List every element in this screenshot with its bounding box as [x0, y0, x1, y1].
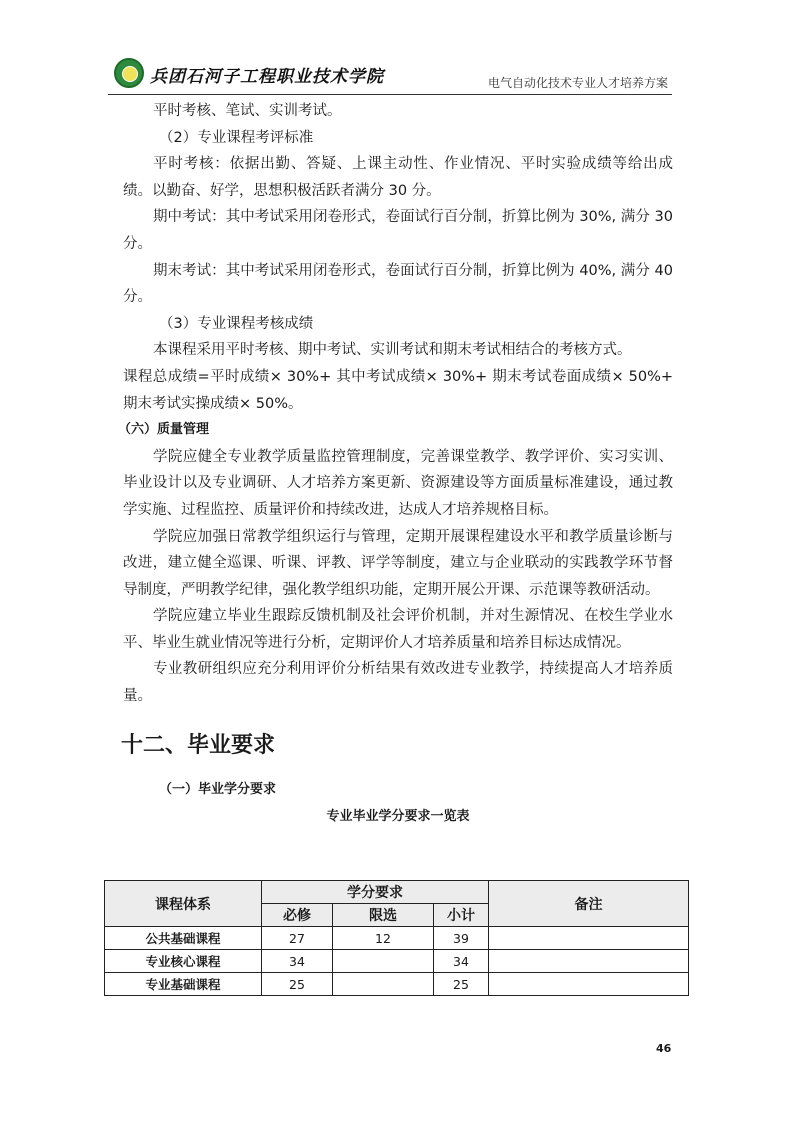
paragraph: 学院应健全专业教学质量监控管理制度，完善课堂教学、教学评价、实习实训、毕业设计以及专业调研、人才培养方案更新、资源建设等方面质量标准建设，通过教学实施、过程监控、质量评价和持续改进，达成人才培养规格目标。: [123, 448, 673, 518]
subsection-heading: （3）专业课程考核成绩: [159, 315, 314, 332]
cell-remarks: [489, 950, 689, 973]
paragraph: 平时考核：依据出勤、答疑、上课主动性、作业情况、平时实验成绩等给出成绩。以勤奋、好学，思想积极活跃者满分 30 分。: [123, 156, 673, 199]
credit-requirements-table: [104, 880, 689, 996]
paragraph: 期中考试：其中考试采用闭卷形式，卷面试行百分制，折算比例为 30%, 满分 30 分。: [123, 209, 673, 252]
school-logo-icon: [114, 58, 144, 88]
paragraph: 期末考试：其中考试采用闭卷形式，卷面试行百分制，折算比例为 40%, 满分 40 分。: [123, 262, 673, 306]
header-elective: 限选: [333, 904, 434, 927]
header-remarks: 备注: [489, 881, 689, 927]
cell-required: 25: [262, 973, 333, 996]
section-heading-quality: （六）质量管理: [118, 422, 210, 438]
header-subtotal: 小计: [434, 904, 489, 927]
cell-remarks: [489, 927, 689, 950]
subsection-heading: （2）专业课程考评标准: [159, 129, 314, 146]
table-row: [105, 950, 689, 973]
header-credits: 学分要求: [262, 881, 489, 904]
page-header: [108, 56, 672, 95]
cell-subtotal: 25: [434, 973, 489, 996]
paragraph: 学院应加强日常教学组织运行与管理，定期开展课程建设水平和教学质量诊断与改进，建立健全巡课、听课、评教、评学等制度，建立与企业联动的实践教学环节督导制度，严明教学纪律，强化教学组织功能，定期开展公开课、示范课等教研活动。: [123, 528, 673, 598]
table-row: [105, 927, 689, 950]
school-name: 兵团石河子工程职业技术学院: [150, 67, 384, 87]
subsection-heading-credits: （一）毕业学分要求: [159, 781, 277, 797]
cell-name: 专业基础课程: [105, 973, 262, 996]
header-course-system: 课程体系: [105, 881, 262, 927]
page-content: [118, 98, 673, 826]
cell-elective: [333, 973, 434, 996]
cell-subtotal: 39: [434, 927, 489, 950]
page-number: 46: [656, 1042, 672, 1055]
document-title: 电气自动化技术专业人才培养方案: [487, 76, 668, 90]
chapter-heading: 十二、毕业要求: [121, 732, 276, 758]
table-title: 专业毕业学分要求一览表: [326, 808, 470, 824]
paragraph: 本课程采用平时考核、期中考试、实训考试和期末考试相结合的考核方式。: [153, 342, 632, 359]
cell-subtotal: 34: [434, 950, 489, 973]
cell-elective: 12: [333, 927, 434, 950]
cell-elective: [333, 950, 434, 973]
paragraph: 学院应建立毕业生跟踪反馈机制及社会评价机制，并对生源情况、在校生学业水平、毕业生就业情况等进行分析，定期评价人才培养质量和培养目标达成情况。: [123, 608, 673, 651]
header-required: 必修: [262, 904, 333, 927]
cell-name: 专业核心课程: [105, 950, 262, 973]
table-row: [105, 973, 689, 996]
paragraph: 专业教研组织应充分利用评价分析结果有效改进专业教学，持续提高人才培养质量。: [123, 661, 673, 705]
cell-name: 公共基础课程: [105, 927, 262, 950]
cell-required: 34: [262, 950, 333, 973]
formula-paragraph: 课程总成绩=平时成绩× 30%+ 其中考试成绩× 30%+ 期末考试卷面成绩× 50%+ 期末考试实操成绩× 50%。: [123, 368, 673, 412]
paragraph: 平时考核、笔试、实训考试。: [153, 103, 342, 119]
cell-remarks: [489, 973, 689, 996]
cell-required: 27: [262, 927, 333, 950]
